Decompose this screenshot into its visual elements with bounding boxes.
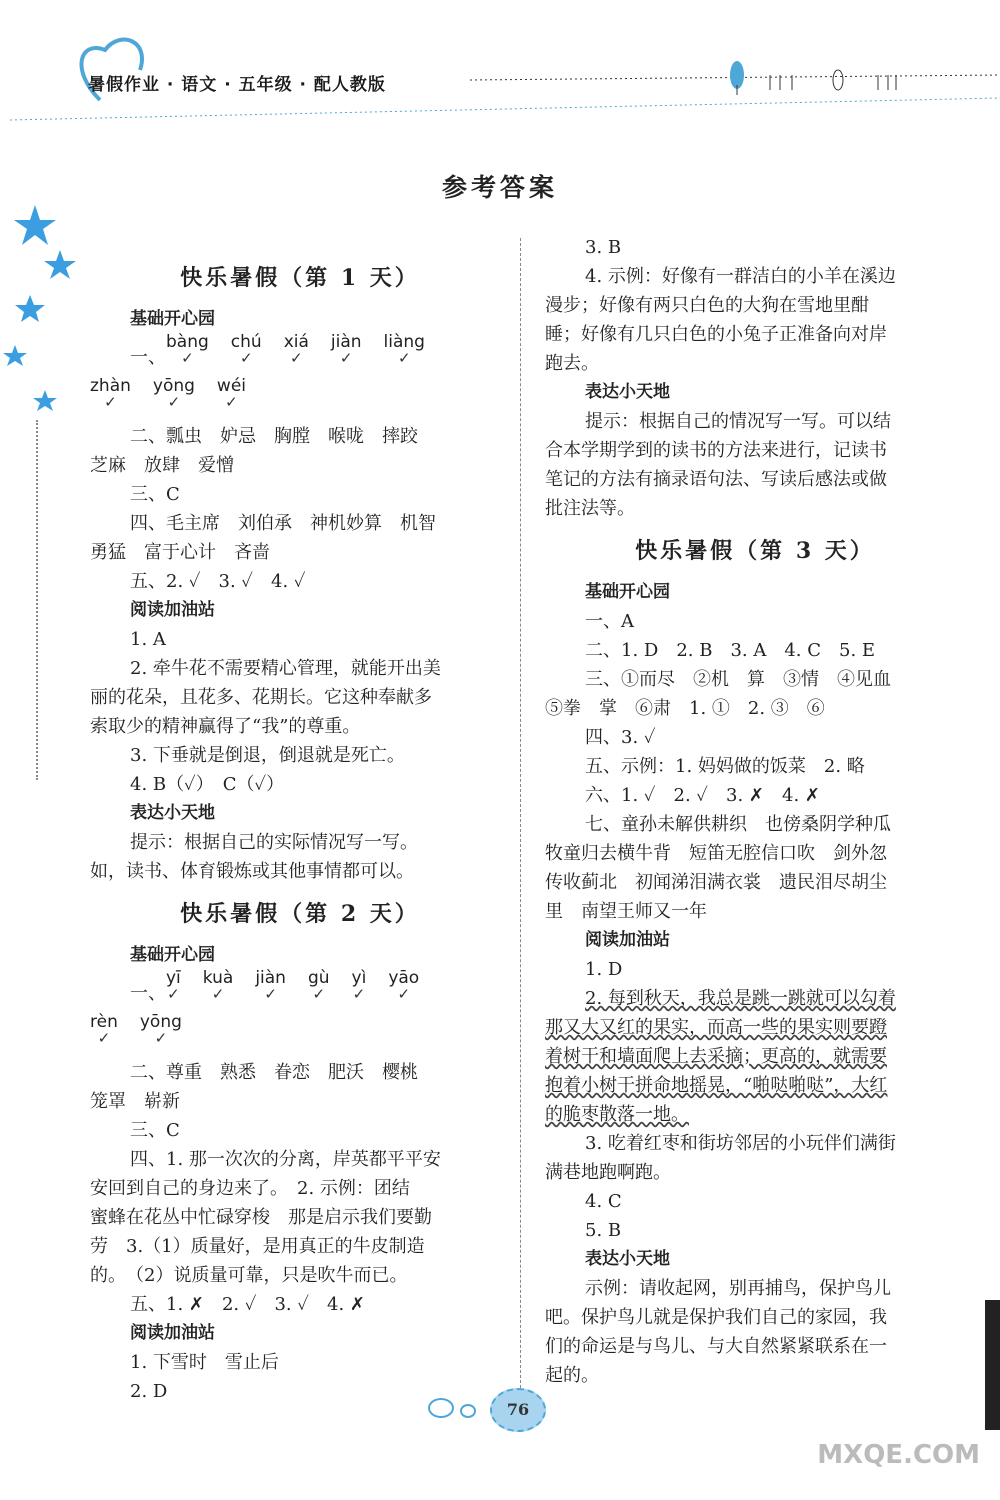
answer-line: 三、①而尽 ②机 算 ③情 ④见血 [585,669,891,690]
pinyin-item: yōng ✓ [139,1012,182,1047]
answer-line: 丽的花朵，且花多、花期长。它这种奉献多 [90,687,432,708]
flower-icon [878,75,896,90]
pinyin-item: rèn ✓ [90,1012,118,1047]
answer-line: 批注法等。 [545,498,635,519]
answer-line: 劳 3.（1）质量好，是用真正的牛皮制造 [90,1236,425,1257]
underlined-answer: 那又大又红的果实，而高一些的果实则要蹬 [545,1017,887,1038]
answer-line: 牧童归去横牛背 短笛无腔信口吹 剑外忽 [545,843,887,864]
answer-line: 三、C [130,1120,180,1141]
answer-line: 睡；好像有几只白色的小兔子正准备向对岸 [545,324,887,345]
answer-line: 四、3. ✓ [585,727,656,748]
answer-line: 四、1. 那一次次的分离，岸英都平平安 [130,1149,441,1170]
answer-line: 1. D [585,959,623,980]
answer-line: 吧。保护鸟儿就是保护我们自己的家园，我 [545,1307,887,1328]
answer-line: 1. 下雪时 雪止后 [130,1352,279,1373]
section-heading: 基础开心园 [130,309,215,329]
q-prefix: 一、 [130,983,166,1004]
answer-line: 跑去。 [545,353,599,374]
answer-line: 二、瓢虫 妒忌 胸膛 喉咙 摔跤 [130,426,418,447]
pinyin-row [90,378,510,422]
tree-icon [833,70,843,90]
column-divider [520,238,521,1398]
answer-line: 如，读书、体育锻炼或其他事情都可以。 [90,861,414,882]
answer-line: 索取少的精神赢得了“我”的尊重。 [90,716,361,737]
answer-line: 五、示例：1. 妈妈做的饭菜 2. 略 [585,756,865,777]
section-heading: 表达小天地 [585,382,670,402]
answer-line: 蜜蜂在花丛中忙碌穿梭 那是启示我们要勤 [90,1207,432,1228]
answer-line: 五、2. ✓ 3. ✓ 4. ✓ [130,571,306,592]
answer-line: 们的命运是与鸟儿、与大自然紧紧联系在一 [545,1336,887,1357]
section-heading: 表达小天地 [585,1249,670,1269]
answer-line: ⑤拳 掌 ⑥肃 1. ① 2. ③ ⑥ [545,698,825,719]
pinyin-item: bàng ✓ [166,332,209,367]
answer-line: 4. C [585,1191,622,1212]
answer-line: 2. D [130,1381,168,1402]
answer-line: 五、1. ✗ 2. ✓ 3. ✓ 4. ✗ [130,1294,365,1315]
answer-line: 示例：请收起网，别再捕鸟，保护鸟儿 [585,1278,891,1299]
answer-line: 芝麻 放肆 爱憎 [90,455,234,476]
section-heading: 阅读加油站 [130,1323,215,1343]
answer-line: 七、童孙未解供耕织 也傍桑阴学种瓜 [585,814,891,835]
answer-line: 3. B [585,237,622,258]
watermark: MXQE.COM [817,1440,980,1470]
answer-line: 3. 下垂就是倒退，倒退就是死亡。 [130,745,405,766]
answer-line: 5. B [585,1220,622,1241]
answer-line: 提示：根据自己的情况写一写。可以结 [585,411,891,432]
section-heading: 基础开心园 [130,945,215,965]
pinyin-item: kuà ✓ [202,968,234,1003]
pinyin-item: zhàn ✓ [90,376,131,411]
edge-tab [985,1300,1000,1430]
answer-line: 二、1. D 2. B 3. A 4. C 5. E [585,640,876,661]
right-column [545,233,965,1390]
answer-line: 里 南望王师又一年 [545,901,707,922]
answer-line: 满巷地跑啊跑。 [545,1162,671,1183]
star-icon [14,205,56,245]
q-prefix: 一、 [130,347,166,368]
underlined-answer: 着树干和墙面爬上去采摘；更高的，就需要 [545,1046,887,1067]
stars-decoration [0,195,80,425]
answer-line: 起的。 [545,1365,599,1386]
answer-line: 笔记的方法有摘录语句法、写读后感法或做 [545,469,887,490]
pinyin-item: yì ✓ [351,968,367,1003]
answer-line: 合本学期学到的读书的方法来进行，记读书 [545,440,887,461]
answer-line: 2. 牵牛花不需要精心管理，就能开出美 [130,658,441,679]
answer-line: 四、毛主席 刘伯承 神机妙算 机智 [130,513,436,534]
pinyin-item: liàng ✓ [383,332,425,367]
day1-title: 快乐暑假（第 1 天） [180,265,420,291]
answer-line: 六、1. ✓ 2. ✓ 3. ✗ 4. ✗ [585,785,820,806]
left-margin-line [36,420,38,780]
star-icon [3,345,27,366]
pinyin-row [90,334,510,378]
pinyin-item: gù ✓ [307,968,330,1003]
pinyin-row [90,1014,510,1058]
pinyin-item: jiàn ✓ [255,968,286,1003]
answer-line: 二、尊重 熟悉 眷恋 肥沃 樱桃 [130,1062,418,1083]
pinyin-item: yāo ✓ [388,968,420,1003]
underlined-answer: 2. 每到秋天，我总是跳一跳就可以勾着 [585,988,896,1009]
answer-line: 4. 示例：好像有一群洁白的小羊在溪边 [585,266,896,287]
bubble-decoration [428,1398,454,1418]
day2-title: 快乐暑假（第 2 天） [180,901,420,927]
section-heading: 阅读加油站 [585,930,670,950]
pinyin-item: yī ✓ [166,968,181,1003]
star-icon [44,250,76,279]
answer-line: 一、A [585,611,634,632]
answer-line: 的。 （2）说质量可靠，只是吹牛而已。 [90,1265,408,1286]
pinyin-item: wéi ✓ [216,376,247,411]
underlined-answer: 的脆枣散落一地。 [545,1104,689,1125]
answer-line: 3. 吃着红枣和街坊邻居的小玩伴们满街 [585,1133,896,1154]
answer-line: 1. A [130,629,166,650]
section-heading: 基础开心园 [585,582,670,602]
answer-line: 三、C [130,484,180,505]
section-heading: 表达小天地 [130,803,215,823]
answer-line: 漫步；好像有两只白色的大狗在雪地里酣 [545,295,869,316]
left-column [90,250,510,1406]
pinyin-item: yōng ✓ [152,376,195,411]
answer-line: 4. B（✓） C（✓） [130,774,285,795]
pinyin-item: xiá ✓ [283,332,309,367]
header-title: 暑假作业 · 语文 · 五年级 · 配人教版 [88,75,386,95]
answer-line: 传收蓟北 初闻涕泪满衣裳 遗民泪尽胡尘 [545,872,887,893]
answer-line: 安回到自己的身边来了。 2. 示例：团结 [90,1178,410,1199]
pinyin-item: chú ✓ [230,332,262,367]
answer-line: 笼罩 崭新 [90,1091,180,1112]
star-icon [15,295,45,322]
page-title: 参考答案 [441,173,558,202]
page-number: 76 [490,1388,546,1432]
answer-line: 勇猛 富于心计 吝啬 [90,542,270,563]
section-heading: 阅读加油站 [130,600,215,620]
tree-icon [730,61,744,89]
day3-title: 快乐暑假（第 3 天） [635,538,875,564]
answer-line: 提示：根据自己的实际情况写一写。 [130,832,418,853]
bubble-decoration [460,1404,476,1418]
underlined-answer: 抱着小树干拼命地摇晃，“啪哒啪哒”，大红 [545,1075,888,1096]
star-icon [33,390,57,411]
pinyin-item: jiàn ✓ [330,332,362,367]
pinyin-row [90,970,510,1014]
